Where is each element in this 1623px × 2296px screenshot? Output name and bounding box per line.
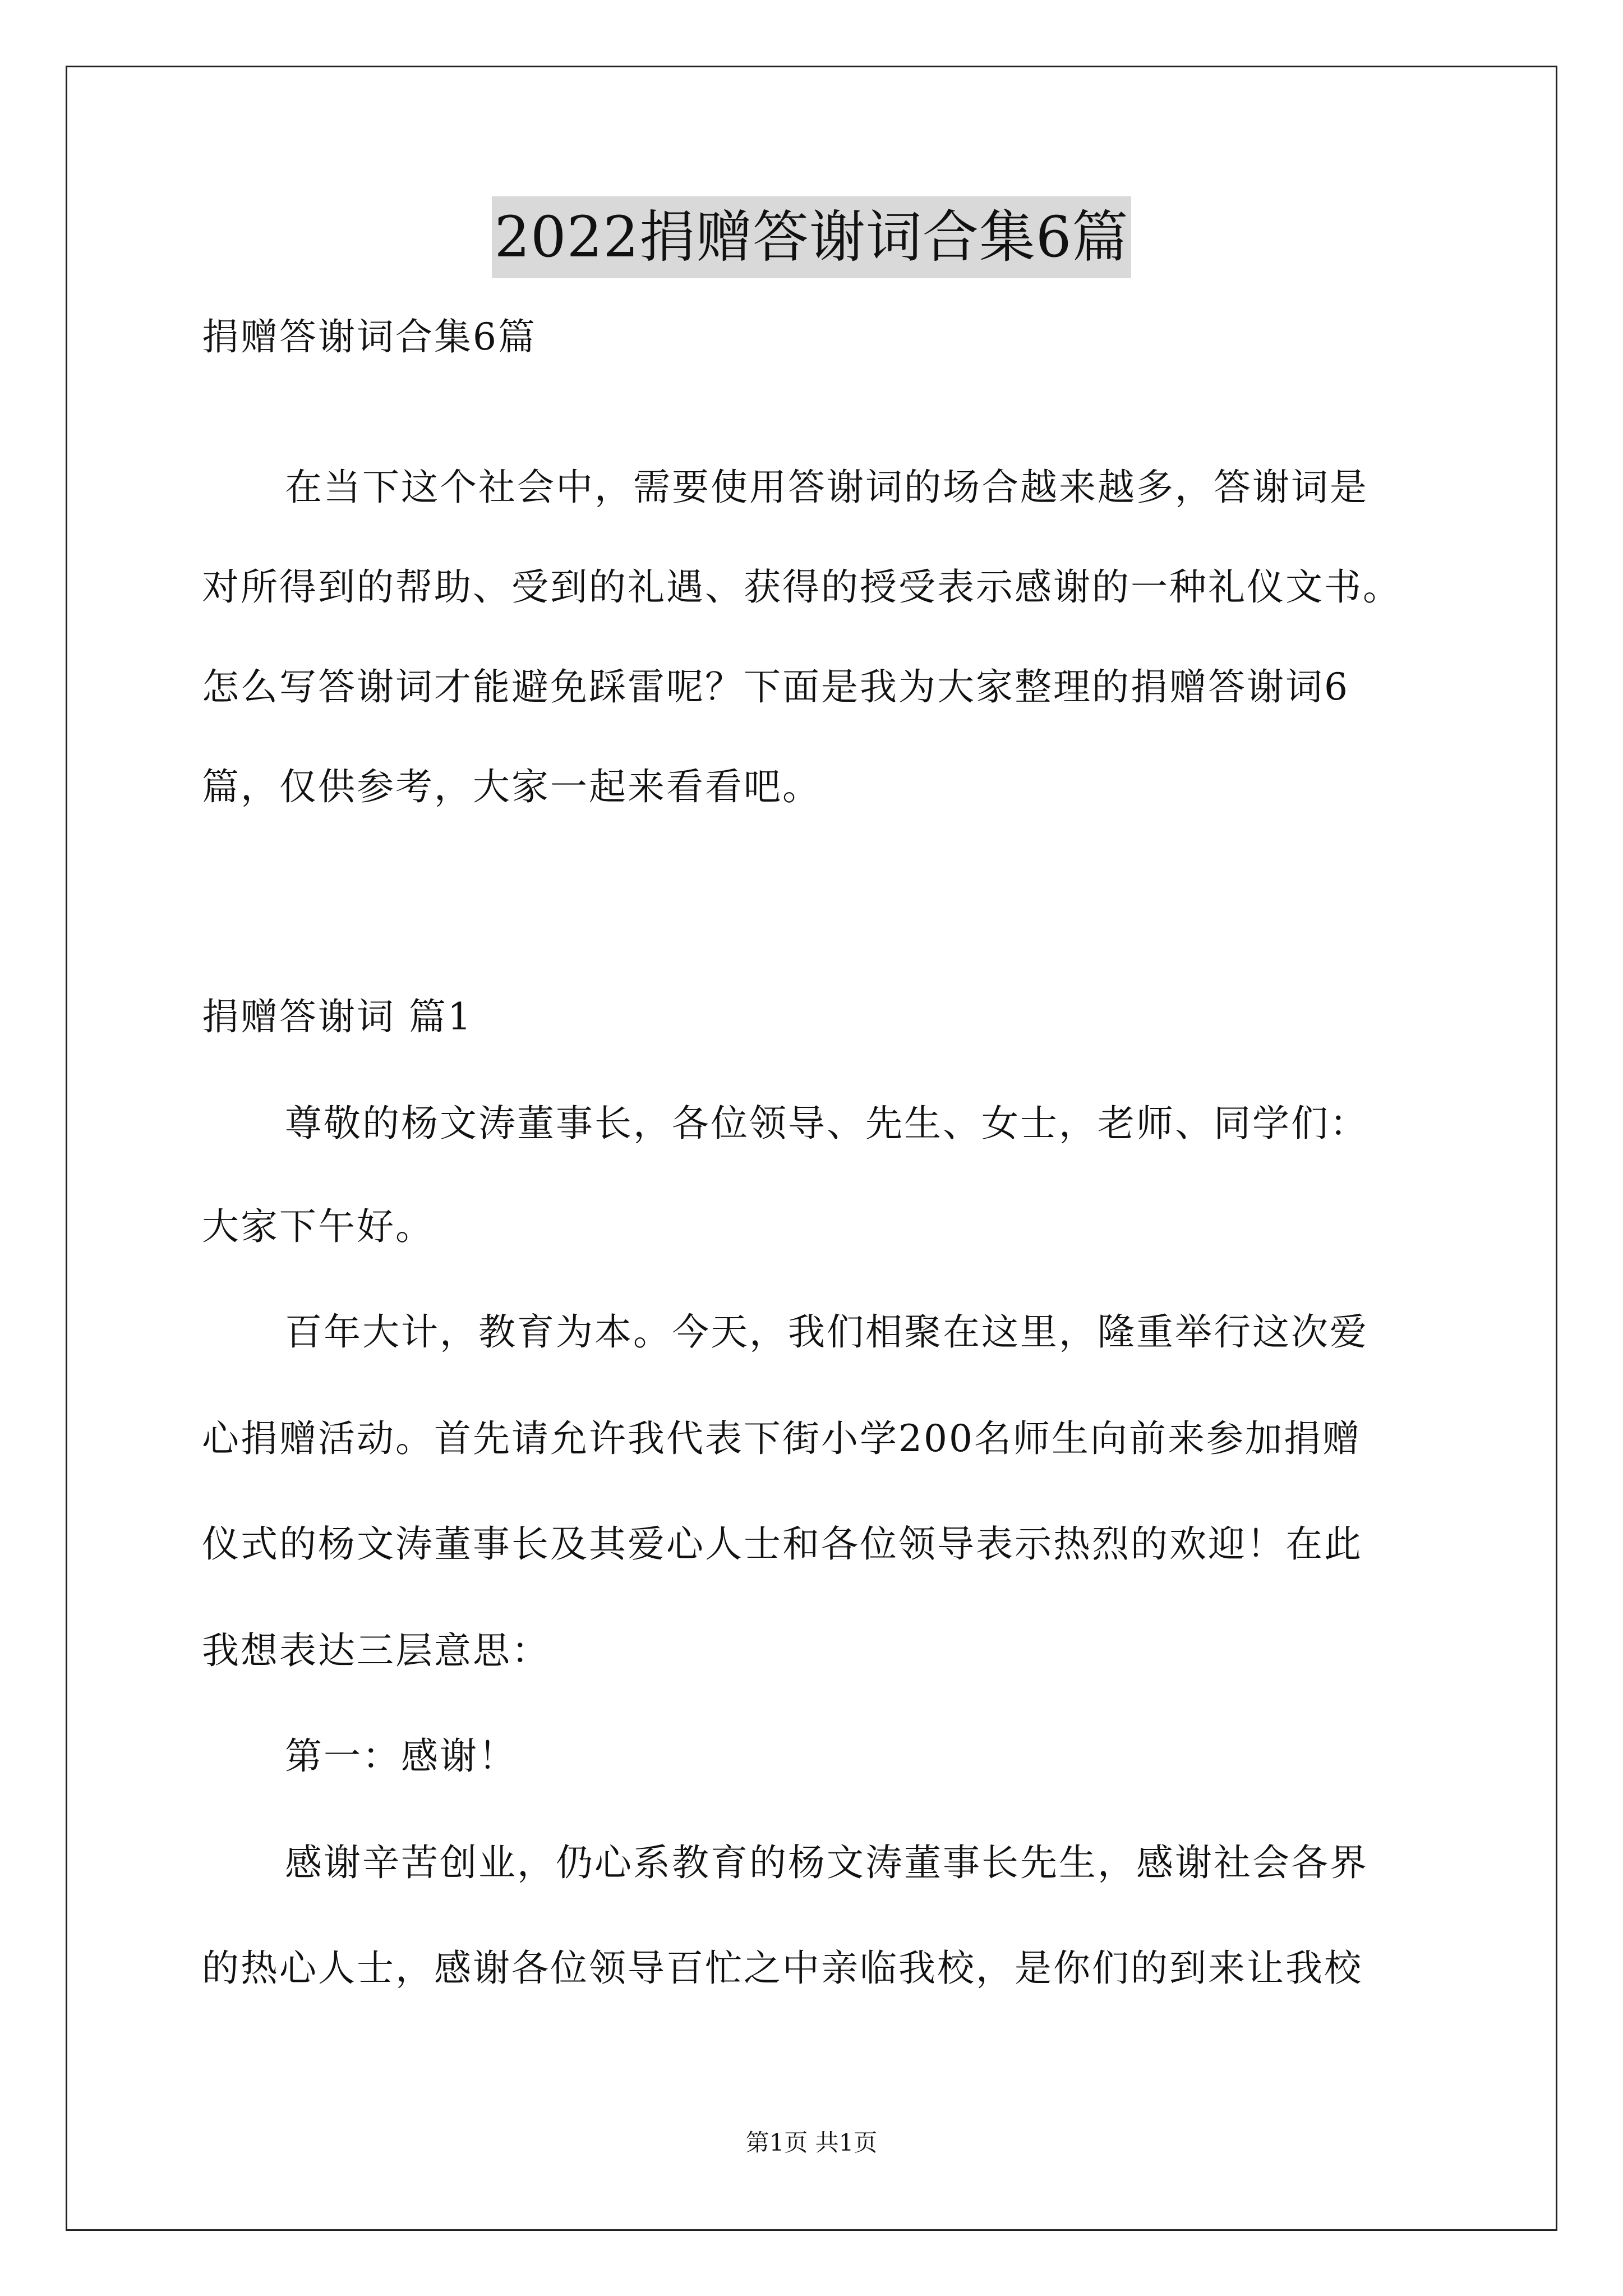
intro-paragraph-line: 篇，仅供参考，大家一起来看看吧。 (202, 765, 821, 808)
body-paragraph-line: 的热心人士，感谢各位领导百忙之中亲临我校，是你们的到来让我校 (202, 1947, 1363, 1990)
body-paragraph-line: 百年大计，教育为本。今天，我们相聚在这里，隆重举行这次爱 (285, 1310, 1368, 1354)
document-title: 2022捐赠答谢词合集6篇 (492, 196, 1131, 278)
intro-paragraph-line: 在当下这个社会中，需要使用答谢词的场合越来越多，答谢词是 (285, 466, 1368, 509)
body-paragraph-line: 心捐赠活动。首先请允许我代表下街小学200名师生向前来参加捐赠 (202, 1417, 1361, 1460)
section-heading: 捐赠答谢词 篇1 (202, 995, 473, 1038)
salutation-line: 尊敬的杨文涛董事长，各位领导、先生、女士，老师、同学们： (285, 1102, 1368, 1145)
greeting-line: 大家下午好。 (202, 1205, 434, 1248)
body-paragraph-line: 感谢辛苦创业，仍心系教育的杨文涛董事长先生，感谢社会各界 (285, 1841, 1368, 1884)
intro-paragraph-line: 怎么写答谢词才能避免踩雷呢？下面是我为大家整理的捐赠答谢词6 (202, 665, 1349, 708)
page-footer: 第1页 共1页 (745, 2129, 878, 2156)
point-heading: 第一：感谢！ (285, 1734, 517, 1778)
title-block (0, 196, 1623, 278)
intro-heading: 捐赠答谢词合集6篇 (202, 315, 537, 358)
body-paragraph-line: 仪式的杨文涛董事长及其爱心人士和各位领导表示热烈的欢迎！在此 (202, 1522, 1363, 1566)
body-paragraph-line: 我想表达三层意思： (202, 1629, 550, 1672)
intro-paragraph-line: 对所得到的帮助、受到的礼遇、获得的授受表示感谢的一种礼仪文书。 (202, 565, 1401, 609)
